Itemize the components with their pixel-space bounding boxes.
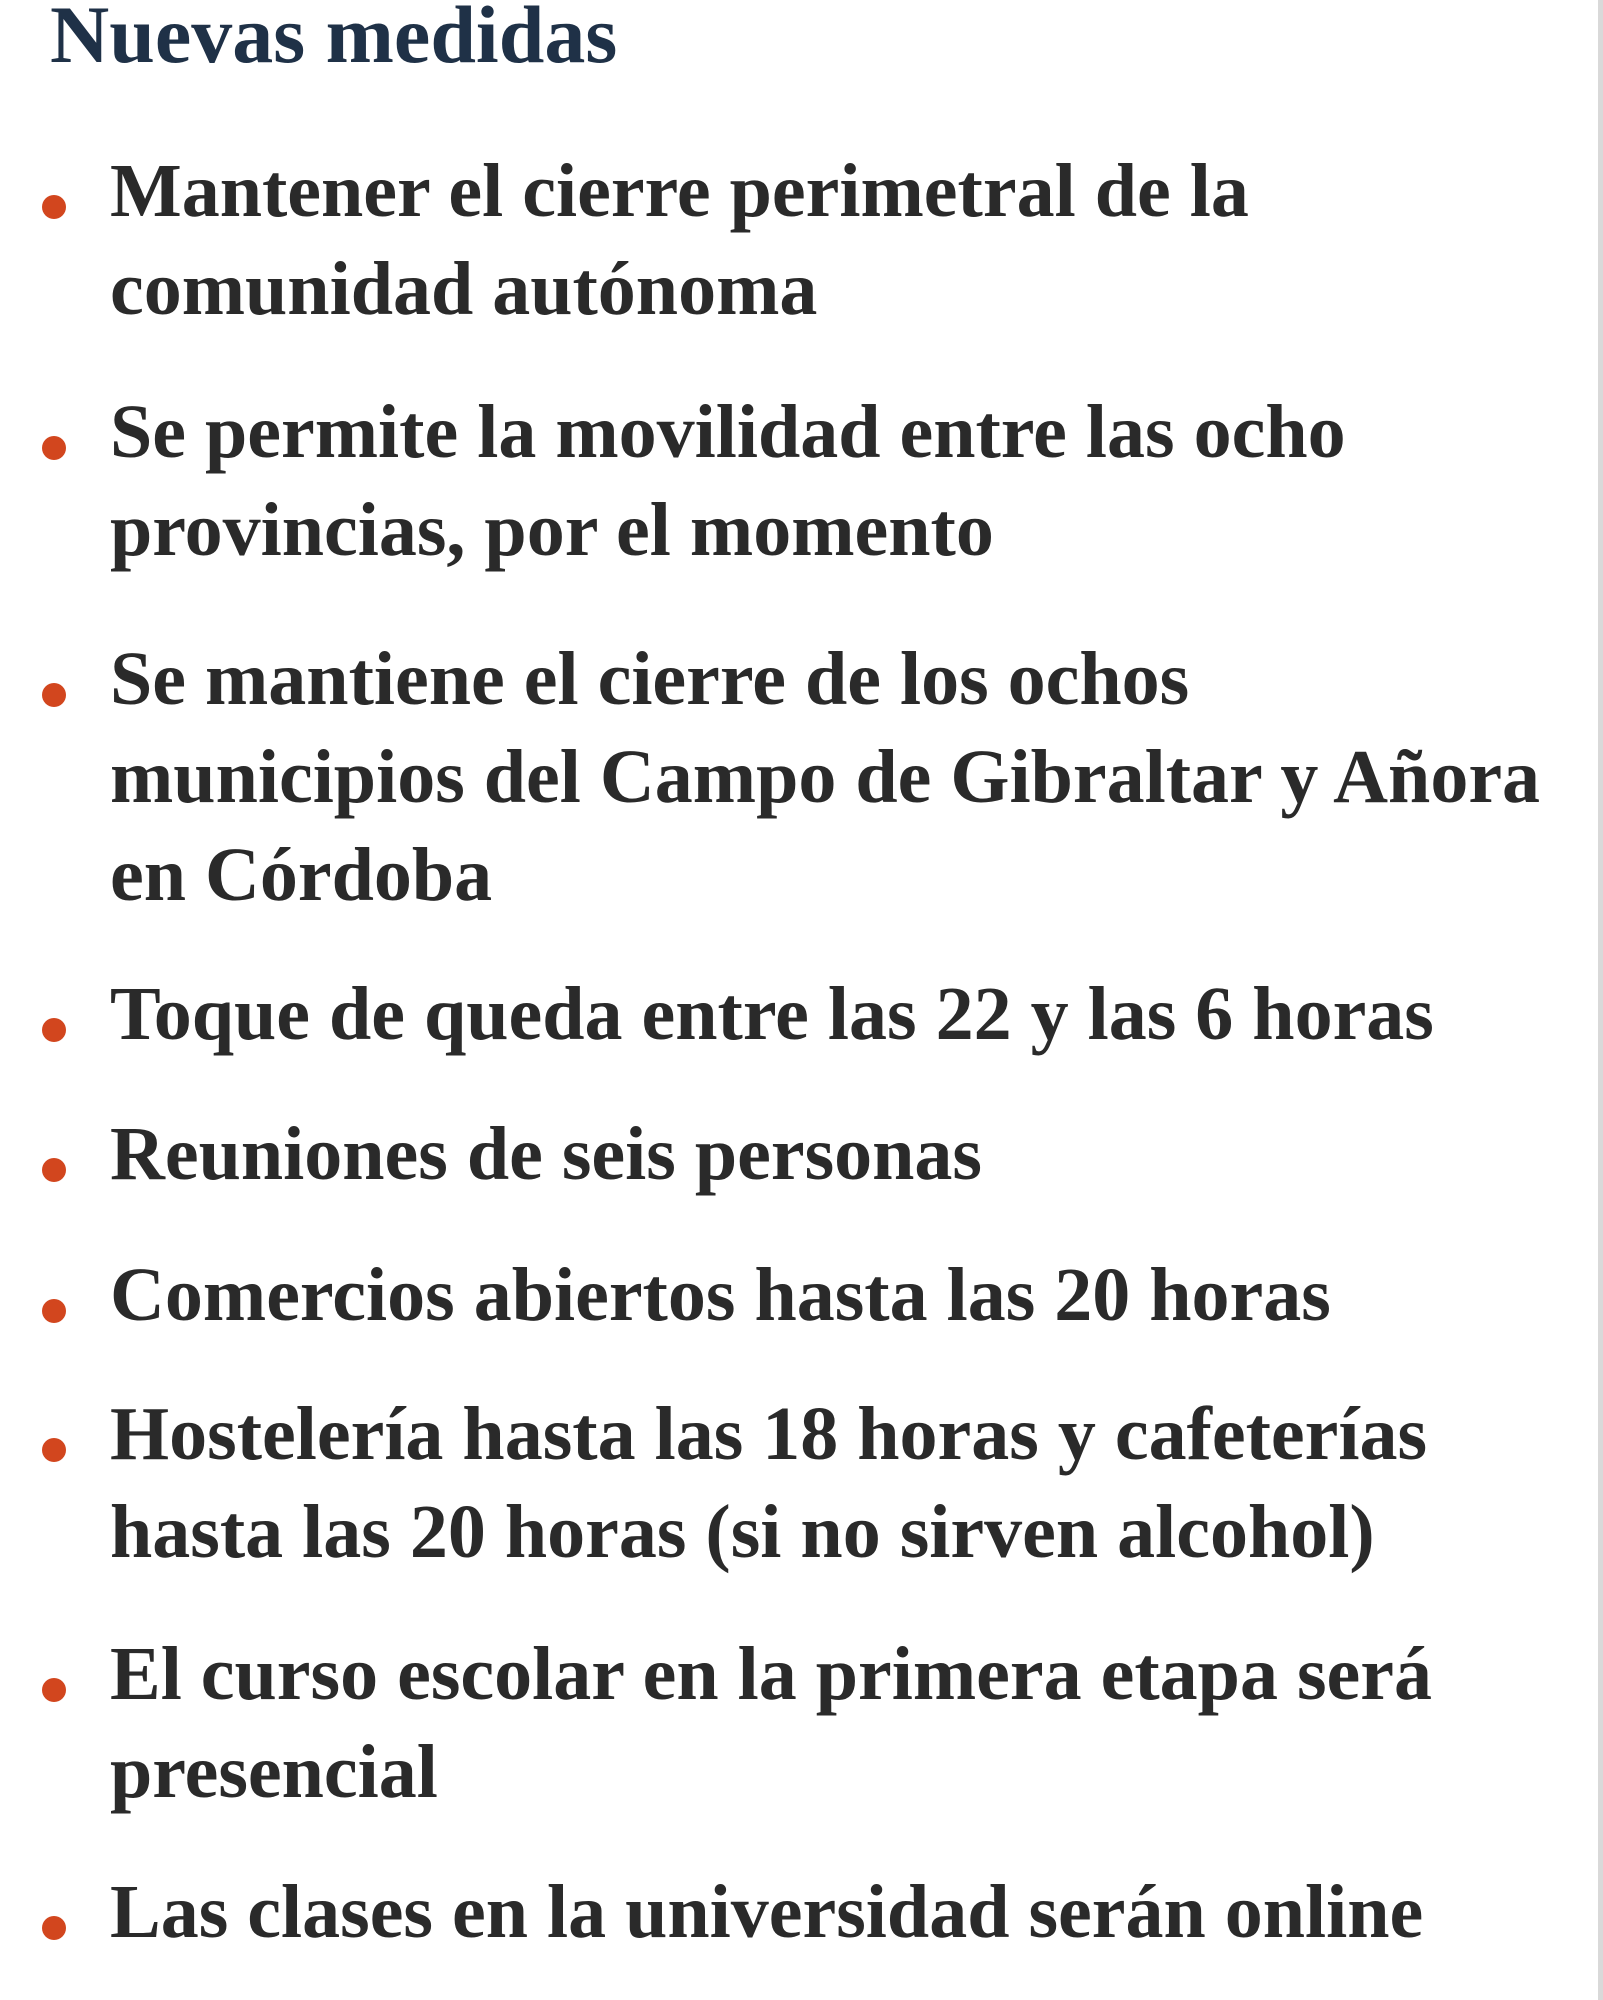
- list-item-text: El curso escolar en la primera etapa será presencial: [110, 1632, 1432, 1814]
- bullet-dot-icon: [42, 1916, 66, 1940]
- bullet-dot-icon: [42, 1678, 66, 1702]
- bullet-dot-icon: [42, 1158, 66, 1182]
- bullet-dot-icon: [42, 1018, 66, 1042]
- list-item-text: Hostelería hasta las 18 horas y cafeterías hasta las 20 horas (si no sirven alcohol): [110, 1392, 1428, 1574]
- list-item-text: Se permite la movilidad entre las ocho provincias, por el momento: [110, 390, 1346, 572]
- bullet-dot-icon: [42, 1438, 66, 1462]
- list-item-text: Se mantiene el cierre de los ochos municipios del Campo de Gibraltar y Añora en Córdoba: [110, 637, 1541, 917]
- bullet-dot-icon: [42, 1299, 66, 1323]
- list-item-text: Toque de queda entre las 22 y las 6 horas: [110, 972, 1434, 1056]
- bullet-dot-icon: [42, 195, 66, 219]
- list-item-text: Reuniones de seis personas: [110, 1112, 982, 1196]
- list-item-text: Mantener el cierre perimetral de la comunidad autónoma: [110, 149, 1249, 331]
- page-title: Nuevas medidas: [50, 0, 618, 80]
- list-item-text: Comercios abiertos hasta las 20 horas: [110, 1253, 1331, 1337]
- list-item-text: Las clases en la universidad serán online: [110, 1870, 1424, 1954]
- bullet-dot-icon: [42, 683, 66, 707]
- bullet-dot-icon: [42, 436, 66, 460]
